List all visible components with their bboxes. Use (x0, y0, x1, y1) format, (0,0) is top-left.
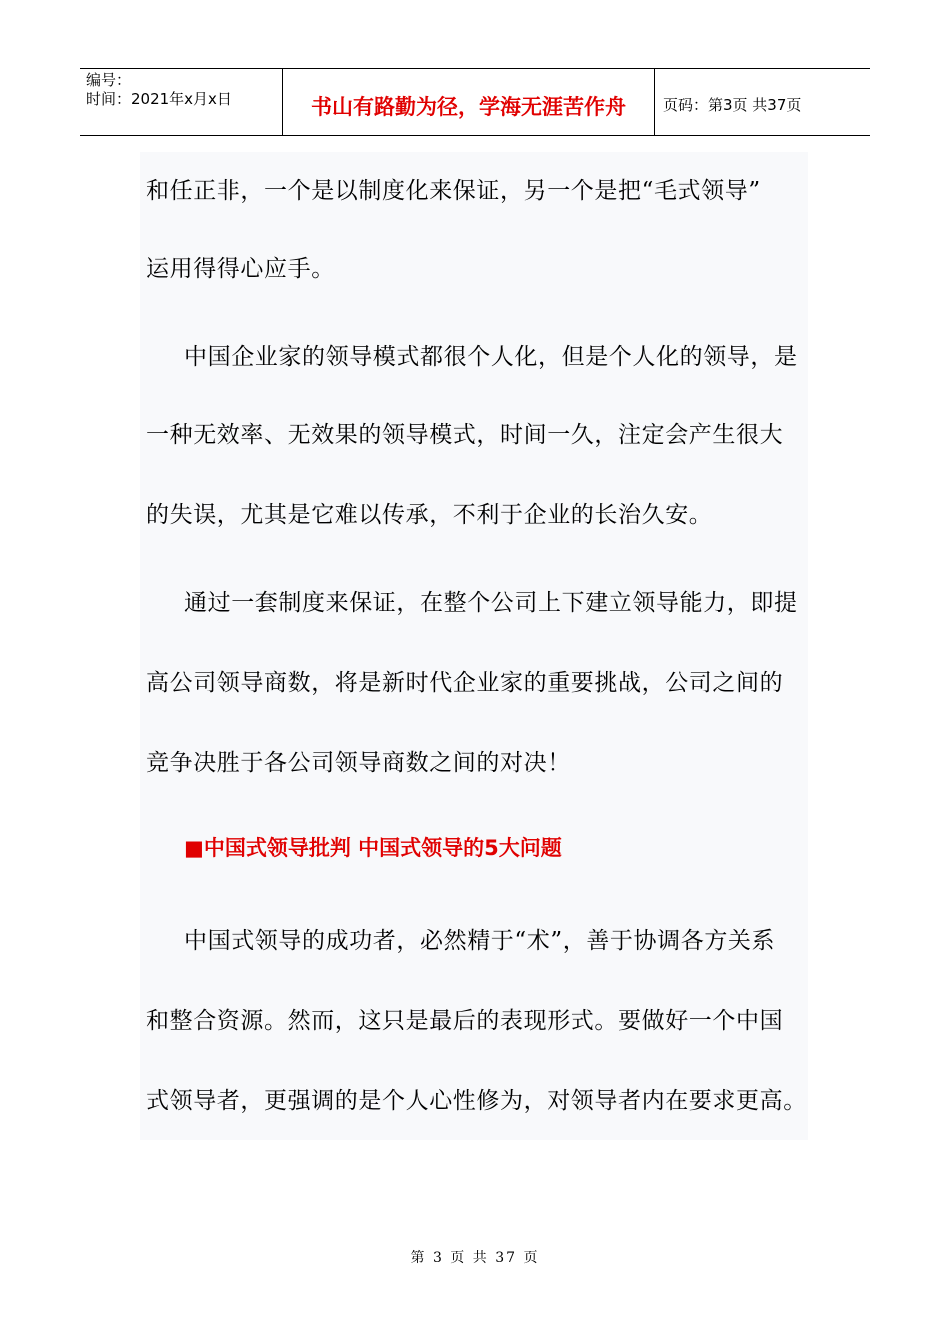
paragraph-line: 竞争决胜于各公司领导商数之间的对决！ (146, 750, 571, 776)
paragraph-line: 的失误，尤其是它难以传承，不利于企业的长治久安。 (146, 502, 713, 528)
page-header (80, 68, 870, 136)
paragraph-line: 一种无效率、无效果的领导模式，时间一久，注定会产生很大 (146, 422, 784, 448)
header-motto: 书山有路勤为径，学海无涯苦作舟 (283, 69, 655, 135)
document-time-label: 时间：2021年x月x日 (86, 90, 232, 108)
document-number-label: 编号： (86, 71, 132, 89)
paragraph-line: 和任正非，一个是以制度化来保证，另一个是把“毛式领导” (146, 178, 761, 204)
paragraph-line: 中国式领导的成功者，必然精于“术”，善于协调各方关系 (184, 928, 776, 954)
header-meta (80, 69, 283, 135)
paragraph-line: 和整合资源。然而，这只是最后的表现形式。要做好一个中国 (146, 1008, 784, 1034)
section-heading: ■中国式领导批判 中国式领导的5大问题 (184, 836, 562, 860)
paragraph-line: 运用得得心应手。 (146, 256, 335, 282)
header-page-info: 页码：第3页 共37页 (663, 95, 802, 114)
document-body (140, 152, 808, 1140)
page-footer: 第 3 页 共 37 页 (410, 1250, 540, 1266)
paragraph-line: 高公司领导商数，将是新时代企业家的重要挑战，公司之间的 (146, 670, 784, 696)
paragraph-line: 通过一套制度来保证，在整个公司上下建立领导能力，即提 (184, 590, 798, 616)
paragraph-line: 式领导者，更强调的是个人心性修为，对领导者内在要求更高。 (146, 1088, 807, 1114)
paragraph-line: 中国企业家的领导模式都很个人化，但是个人化的领导，是 (184, 344, 798, 370)
